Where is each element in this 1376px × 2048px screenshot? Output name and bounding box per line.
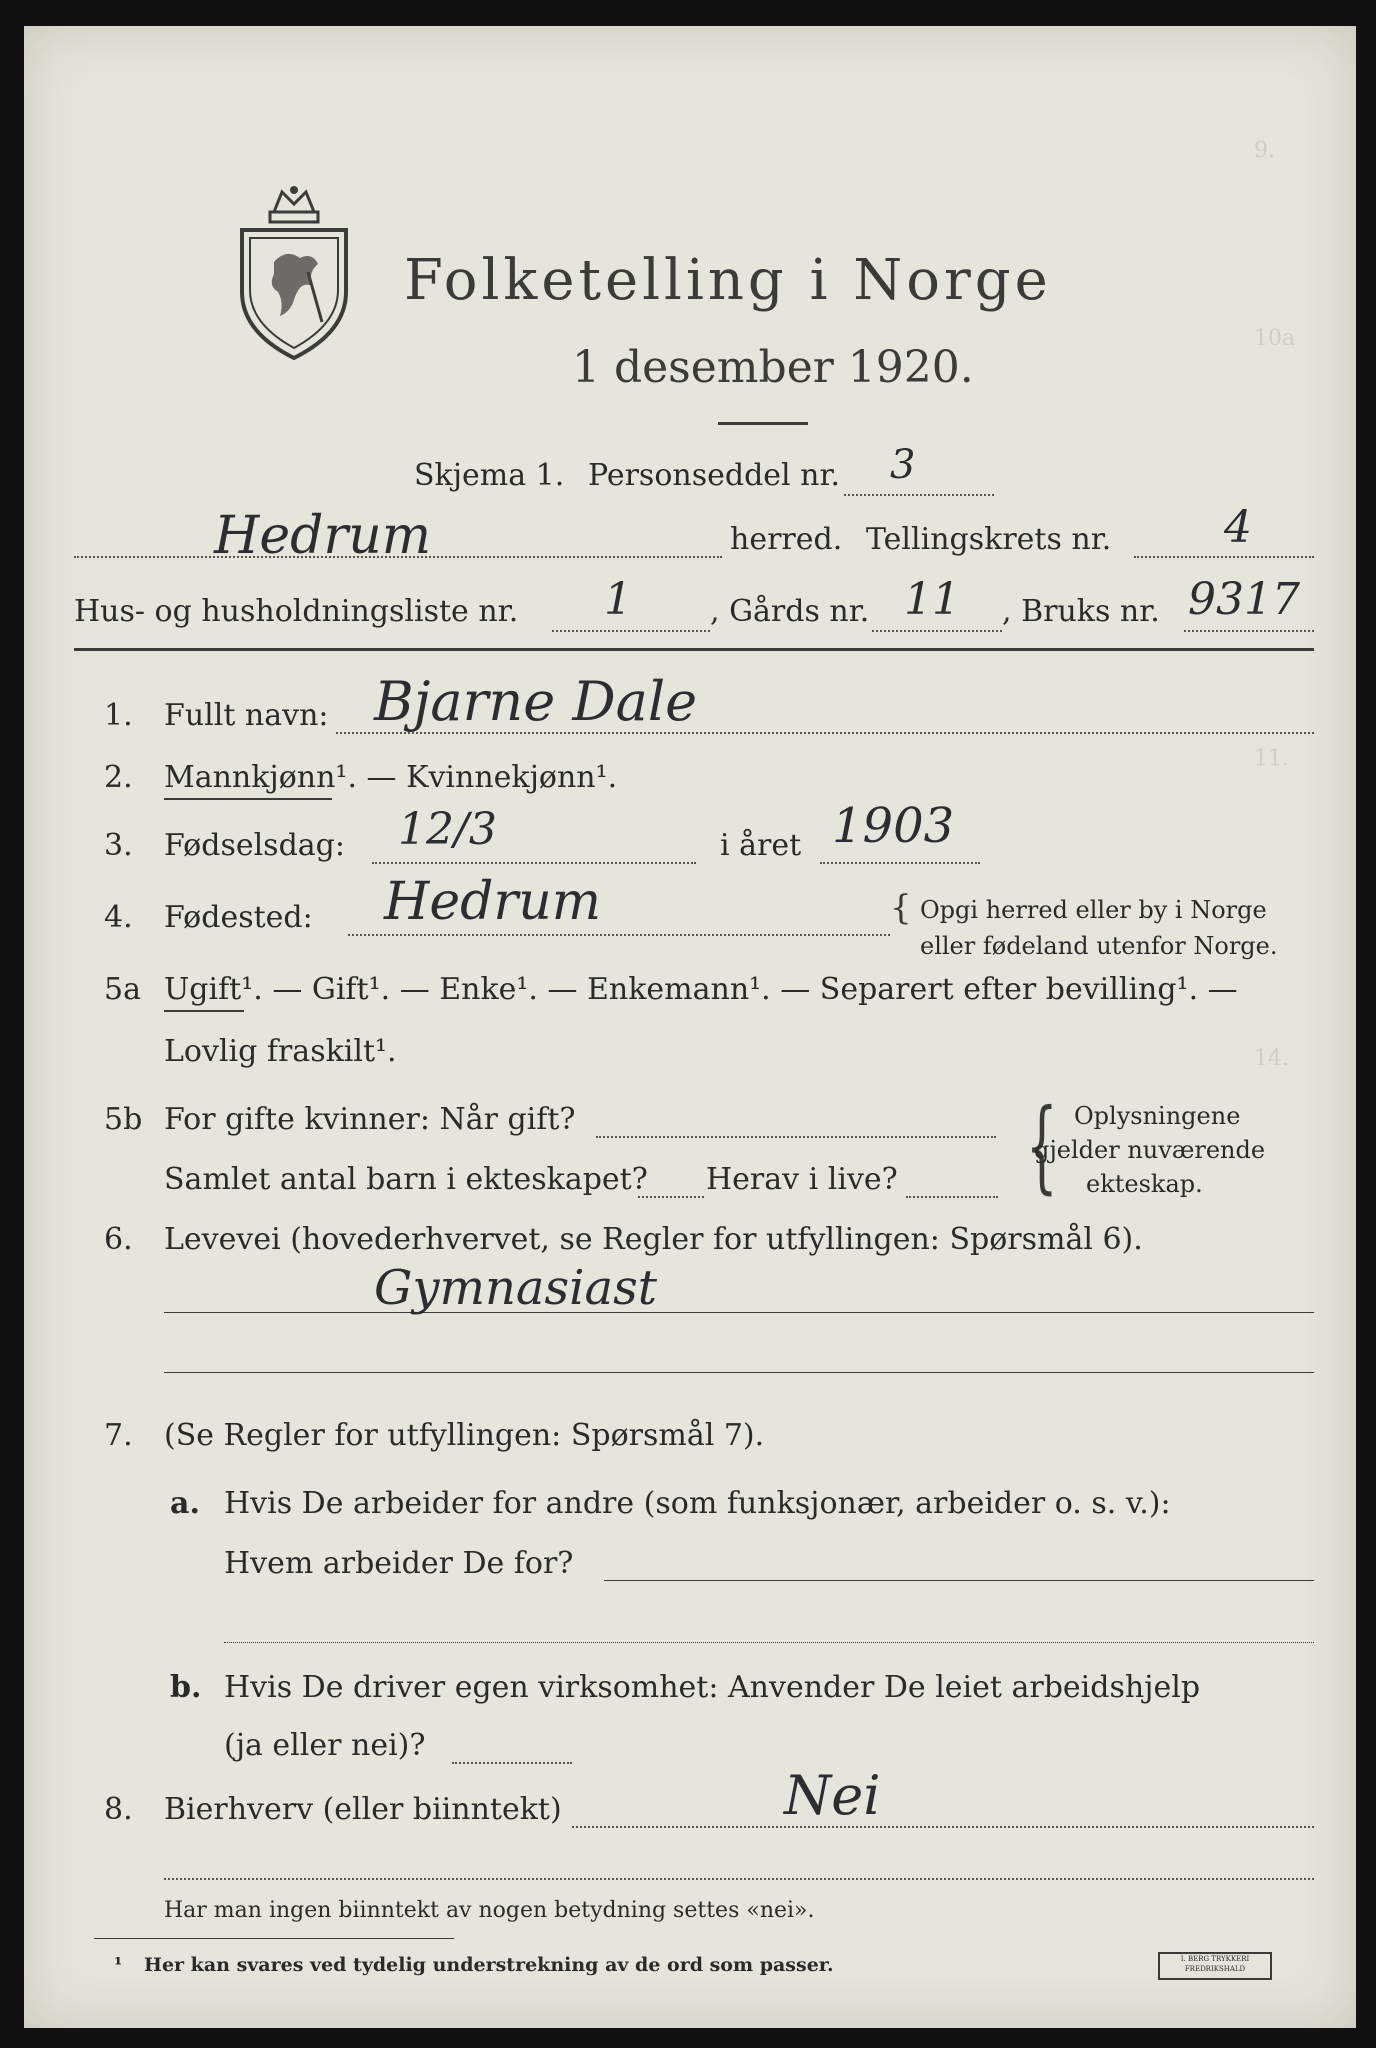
census-date: 1 desember 1920. bbox=[572, 342, 974, 393]
bruks-line bbox=[1184, 630, 1314, 632]
q8-label: Bierhverv (eller biinntekt) bbox=[164, 1792, 562, 1827]
husliste-value[interactable]: 1 bbox=[604, 574, 632, 625]
q5b-married-label: For gifte kvinner: Når gift? bbox=[164, 1102, 576, 1137]
q7a-answer-line bbox=[604, 1580, 1314, 1581]
sex-underline bbox=[164, 798, 332, 800]
q5b-note-3: ekteskap. bbox=[1086, 1170, 1203, 1198]
bleed-through-text: 14. bbox=[1254, 1046, 1289, 1071]
q7a-line-1: Hvis De arbeider for andre (som funksjonær, arbeider o. s. v.): bbox=[224, 1486, 1171, 1521]
tellingskrets-value[interactable]: 4 bbox=[1224, 502, 1252, 553]
birth-year-value[interactable]: 1903 bbox=[832, 798, 955, 854]
bleed-through-text: 9. bbox=[1254, 138, 1275, 163]
footnote-text: Her kan svares ved tydelig understrekning av de ord som passer. bbox=[144, 1954, 834, 1976]
q3-year-line bbox=[820, 862, 980, 864]
header-divider bbox=[74, 648, 1314, 651]
q1-number: 1. bbox=[104, 698, 133, 733]
q7b-number: b. bbox=[170, 1670, 202, 1705]
husliste-label: Hus- og husholdningsliste nr. bbox=[74, 594, 519, 629]
coat-of-arms-icon bbox=[234, 182, 354, 362]
schema-label: Skjema 1. bbox=[414, 458, 565, 493]
q4-number: 4. bbox=[104, 900, 133, 935]
q3-label: Fødselsdag: bbox=[164, 828, 345, 863]
q4-note-2: eller fødeland utenfor Norge. bbox=[920, 932, 1278, 960]
q1-label: Fullt navn: bbox=[164, 698, 329, 733]
q5b-number: 5b bbox=[104, 1102, 143, 1137]
q3-number: 3. bbox=[104, 828, 133, 863]
q5b-brace: { bbox=[1025, 1087, 1058, 1204]
bleed-through-text: 10a bbox=[1254, 326, 1296, 351]
footer-note: Har man ingen biinntekt av nogen betydning settes «nei». bbox=[164, 1898, 815, 1923]
q7a-line-2: Hvem arbeider De for? bbox=[224, 1546, 574, 1581]
q7b-line-2: (ja eller nei)? bbox=[224, 1728, 426, 1763]
q6-line-1 bbox=[164, 1312, 1314, 1313]
personseddel-label: Personseddel nr. bbox=[588, 458, 841, 493]
herred-value[interactable]: Hedrum bbox=[214, 506, 432, 566]
q5a-number: 5a bbox=[104, 972, 141, 1007]
census-form bbox=[24, 26, 1356, 2028]
q7b-line-1: Hvis De driver egen virksomhet: Anvender De leiet arbeidshjelp bbox=[224, 1670, 1201, 1705]
marital-options-2: Lovlig fraskilt¹. bbox=[164, 1034, 397, 1069]
q8-number: 8. bbox=[104, 1792, 133, 1827]
q5b-alive-line bbox=[906, 1196, 998, 1198]
q8-answer-line bbox=[572, 1826, 1314, 1828]
sex-options: Mannkjønn¹. — Kvinnekjønn¹. bbox=[164, 760, 618, 795]
husliste-line bbox=[552, 630, 710, 632]
tellingskrets-line bbox=[1134, 556, 1314, 558]
footnote-mark: ¹ bbox=[114, 1954, 123, 1976]
q5b-alive-label: Herav i live? bbox=[706, 1162, 898, 1197]
birthday-value[interactable]: 12/3 bbox=[398, 804, 497, 855]
printer-stamp: I. BERG TRYKKERI FREDRIKSHALD bbox=[1158, 1952, 1272, 1980]
q4-brace: { bbox=[890, 888, 912, 928]
q4-note-1: Opgi herred eller by i Norge bbox=[920, 896, 1267, 924]
bruks-value[interactable]: 9317 bbox=[1188, 574, 1300, 625]
marital-options: Ugift¹. — Gift¹. — Enke¹. — Enkemann¹. — Separert efter bevilling¹. — bbox=[164, 972, 1238, 1007]
birthplace-value[interactable]: Hedrum bbox=[384, 872, 602, 932]
q6-label: Levevei (hovederhvervet, se Regler for utfyllingen: Spørsmål 6). bbox=[164, 1222, 1143, 1257]
q5b-married-line bbox=[596, 1136, 996, 1138]
marital-underline bbox=[164, 1010, 244, 1012]
herred-label: herred. bbox=[730, 522, 843, 557]
q2-number: 2. bbox=[104, 760, 133, 795]
q6-line-2 bbox=[164, 1372, 1314, 1373]
title-rule bbox=[718, 422, 808, 425]
bruks-label: , Bruks nr. bbox=[1002, 594, 1160, 629]
q4-line bbox=[348, 934, 890, 936]
bleed-through-text: 11. bbox=[1254, 746, 1289, 771]
q7a-number: a. bbox=[170, 1486, 200, 1521]
q5b-note-2: gjelder nuværende bbox=[1034, 1136, 1266, 1164]
personseddel-line bbox=[844, 494, 994, 496]
gards-value[interactable]: 11 bbox=[904, 574, 960, 625]
q8-answer-line-2 bbox=[164, 1878, 1314, 1880]
gards-label: , Gårds nr. bbox=[710, 594, 870, 629]
q7a-answer-line-2 bbox=[224, 1642, 1314, 1643]
tellingskrets-label: Tellingskrets nr. bbox=[866, 522, 1112, 557]
q3-day-line bbox=[372, 862, 696, 864]
footnote-rule bbox=[94, 1938, 454, 1939]
q5b-children-label: Samlet antal barn i ekteskapet? bbox=[164, 1162, 648, 1197]
q3-year-label: i året bbox=[720, 828, 802, 863]
form-title: Folketelling i Norge bbox=[404, 248, 1052, 313]
q7b-answer-line bbox=[452, 1762, 572, 1764]
q4-label: Fødested: bbox=[164, 900, 313, 935]
q5b-children-line bbox=[638, 1196, 704, 1198]
gards-line bbox=[872, 630, 1002, 632]
q6-number: 6. bbox=[104, 1222, 133, 1257]
q5b-note-1: Oplysningene bbox=[1074, 1102, 1241, 1130]
personseddel-value[interactable]: 3 bbox=[890, 442, 916, 488]
full-name-value[interactable]: Bjarne Dale bbox=[374, 670, 698, 733]
occupation-value[interactable]: Gymnasiast bbox=[374, 1260, 658, 1316]
side-income-value[interactable]: Nei bbox=[784, 1764, 881, 1827]
q7-number: 7. bbox=[104, 1418, 133, 1453]
q7-label: (Se Regler for utfyllingen: Spørsmål 7). bbox=[164, 1418, 765, 1453]
